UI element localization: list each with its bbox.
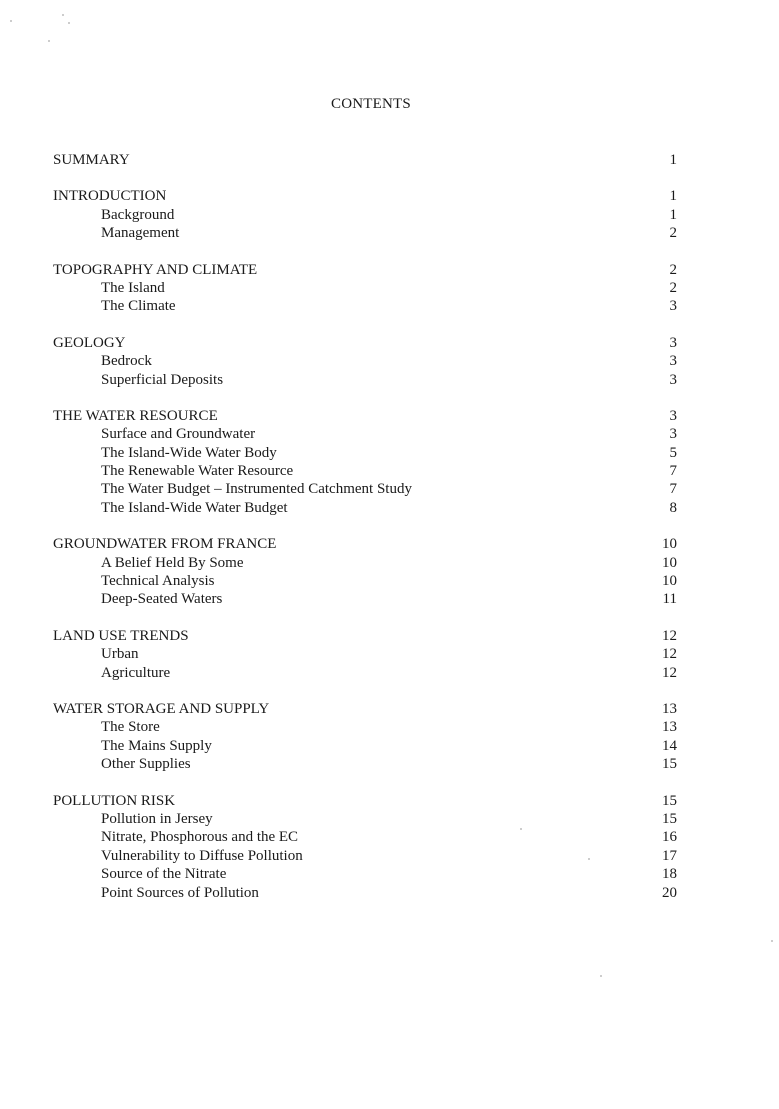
toc-entry: Point Sources of Pollution bbox=[101, 884, 259, 901]
toc-entry: Superficial Deposits bbox=[101, 371, 224, 388]
toc-entry: The Store bbox=[101, 719, 160, 736]
toc-entry-row bbox=[53, 554, 677, 572]
toc-page-number: 10 bbox=[662, 536, 677, 553]
toc-entry-row bbox=[53, 572, 677, 590]
toc-section bbox=[53, 187, 677, 242]
toc-heading: TOPOGRAPHY AND CLIMATE bbox=[53, 261, 258, 278]
toc-entry: Background bbox=[101, 206, 175, 223]
toc-entry: Source of the Nitrate bbox=[101, 866, 227, 883]
scan-speck bbox=[68, 22, 70, 24]
scan-speck bbox=[10, 20, 12, 22]
toc-page-number: 3 bbox=[669, 371, 677, 388]
toc-page-number: 16 bbox=[662, 829, 677, 846]
toc-page-number: 15 bbox=[662, 756, 677, 773]
toc-entry-row bbox=[53, 847, 677, 865]
toc-heading-row bbox=[53, 792, 677, 810]
toc-section bbox=[53, 627, 677, 682]
toc-heading: SUMMARY bbox=[53, 152, 130, 168]
toc-page-number: 3 bbox=[669, 298, 677, 315]
toc-heading: LAND USE TRENDS bbox=[53, 627, 189, 644]
toc-entry: The Water Budget – Instrumented Catchment Study bbox=[101, 481, 412, 498]
toc-entry-row bbox=[53, 297, 677, 315]
toc-entry: Technical Analysis bbox=[101, 573, 215, 590]
toc-heading: POLLUTION RISK bbox=[53, 792, 176, 809]
toc-entry: The Climate bbox=[101, 298, 176, 315]
toc-page-number: 1 bbox=[669, 152, 677, 168]
toc-entry-row bbox=[53, 279, 677, 297]
toc-entry: The Island-Wide Water Budget bbox=[101, 499, 288, 516]
toc-entry: Pollution in Jersey bbox=[101, 810, 213, 827]
toc-page-number: 7 bbox=[669, 463, 677, 480]
toc-section bbox=[53, 407, 677, 517]
toc-section bbox=[53, 792, 677, 902]
toc-heading-row bbox=[53, 700, 677, 718]
toc-heading-row bbox=[53, 407, 677, 425]
toc-entry-row bbox=[53, 718, 677, 736]
toc-section bbox=[53, 535, 677, 609]
toc-page-number: 12 bbox=[662, 627, 677, 644]
toc-entry-row bbox=[53, 645, 677, 663]
toc-page-number: 2 bbox=[669, 279, 677, 296]
toc-page-number: 7 bbox=[669, 481, 677, 498]
toc-entry: Bedrock bbox=[101, 353, 152, 370]
toc-page-number: 2 bbox=[669, 261, 677, 278]
toc-page-number: 5 bbox=[669, 444, 677, 461]
toc-entry-row bbox=[53, 737, 677, 755]
toc-entry: The Island-Wide Water Body bbox=[101, 444, 277, 461]
toc-entry: Vulnerability to Diffuse Pollution bbox=[101, 847, 303, 864]
toc-entry: Management bbox=[101, 225, 180, 242]
toc-entry: The Mains Supply bbox=[101, 737, 212, 754]
toc-page-number: 10 bbox=[662, 554, 677, 571]
toc-entry-row bbox=[53, 865, 677, 883]
toc-page-number: 14 bbox=[662, 737, 677, 754]
toc-heading: THE WATER RESOURCE bbox=[53, 407, 218, 424]
toc-entry-row bbox=[53, 425, 677, 443]
toc-entry-row bbox=[53, 444, 677, 462]
toc-entry: The Renewable Water Resource bbox=[101, 463, 294, 480]
toc-page-number: 18 bbox=[662, 866, 677, 883]
toc-heading: GEOLOGY bbox=[53, 334, 126, 351]
toc-entry-row bbox=[53, 664, 677, 682]
scan-speck bbox=[48, 40, 50, 42]
toc-entry-row bbox=[53, 206, 677, 224]
toc-page-number: 1 bbox=[669, 206, 677, 223]
toc-page-number: 8 bbox=[669, 499, 677, 516]
toc-entry-row bbox=[53, 224, 677, 242]
toc-page-number: 2 bbox=[669, 225, 677, 242]
toc-entry-row bbox=[53, 755, 677, 773]
toc-heading-row bbox=[53, 334, 677, 352]
scan-speck bbox=[600, 975, 602, 977]
toc-entry: Deep-Seated Waters bbox=[101, 591, 223, 608]
toc-entry-row bbox=[53, 884, 677, 902]
toc-entry-row bbox=[53, 590, 677, 608]
toc-page-number: 13 bbox=[662, 700, 677, 717]
toc-page-number: 15 bbox=[662, 792, 677, 809]
toc-entry-row bbox=[53, 480, 677, 498]
toc-entry-row bbox=[53, 499, 677, 517]
toc-heading: WATER STORAGE AND SUPPLY bbox=[53, 700, 270, 717]
toc-entry-row bbox=[53, 810, 677, 828]
toc-section bbox=[53, 261, 677, 316]
toc-entry-row bbox=[53, 371, 677, 389]
scan-speck bbox=[588, 858, 590, 860]
page-title: CONTENTS bbox=[331, 96, 411, 112]
toc-heading-row bbox=[53, 627, 677, 645]
toc-page-number: 20 bbox=[662, 884, 677, 901]
scan-speck bbox=[520, 828, 522, 830]
toc-section bbox=[53, 334, 677, 389]
toc-entry: A Belief Held By Some bbox=[101, 554, 244, 571]
toc-page-number: 3 bbox=[669, 353, 677, 370]
toc-page-number: 15 bbox=[662, 810, 677, 827]
toc-entry: The Island bbox=[101, 279, 165, 296]
scan-speck bbox=[62, 14, 64, 16]
toc-page-number: 13 bbox=[662, 719, 677, 736]
toc-section bbox=[53, 151, 677, 169]
toc-entry-row bbox=[53, 352, 677, 370]
toc-page-number: 3 bbox=[669, 334, 677, 351]
toc-page-number: 12 bbox=[662, 664, 677, 681]
toc-page-number: 12 bbox=[662, 646, 677, 663]
toc-section bbox=[53, 700, 677, 774]
toc-page-number: 3 bbox=[669, 407, 677, 424]
toc-page-number: 3 bbox=[669, 426, 677, 443]
toc-entry: Nitrate, Phosphorous and the EC bbox=[101, 829, 299, 846]
toc-entry-row bbox=[53, 462, 677, 480]
toc-page-number: 10 bbox=[662, 573, 677, 590]
scan-speck bbox=[771, 940, 773, 942]
toc-entry: Urban bbox=[101, 646, 139, 663]
toc-page-number: 1 bbox=[669, 188, 677, 205]
toc-entry-row bbox=[53, 828, 677, 846]
toc-page-number: 17 bbox=[662, 847, 677, 864]
toc-heading-row bbox=[53, 535, 677, 553]
toc-entry: Surface and Groundwater bbox=[101, 426, 256, 443]
toc-heading-row bbox=[53, 261, 677, 279]
toc-page-number: 11 bbox=[662, 591, 677, 608]
toc-heading: INTRODUCTION bbox=[53, 188, 167, 205]
toc-entry: Agriculture bbox=[101, 664, 171, 681]
toc-heading-row bbox=[53, 151, 677, 169]
toc-entry: Other Supplies bbox=[101, 756, 191, 773]
toc-heading-row bbox=[53, 187, 677, 205]
table-of-contents bbox=[53, 151, 677, 920]
toc-heading: GROUNDWATER FROM FRANCE bbox=[53, 536, 277, 553]
